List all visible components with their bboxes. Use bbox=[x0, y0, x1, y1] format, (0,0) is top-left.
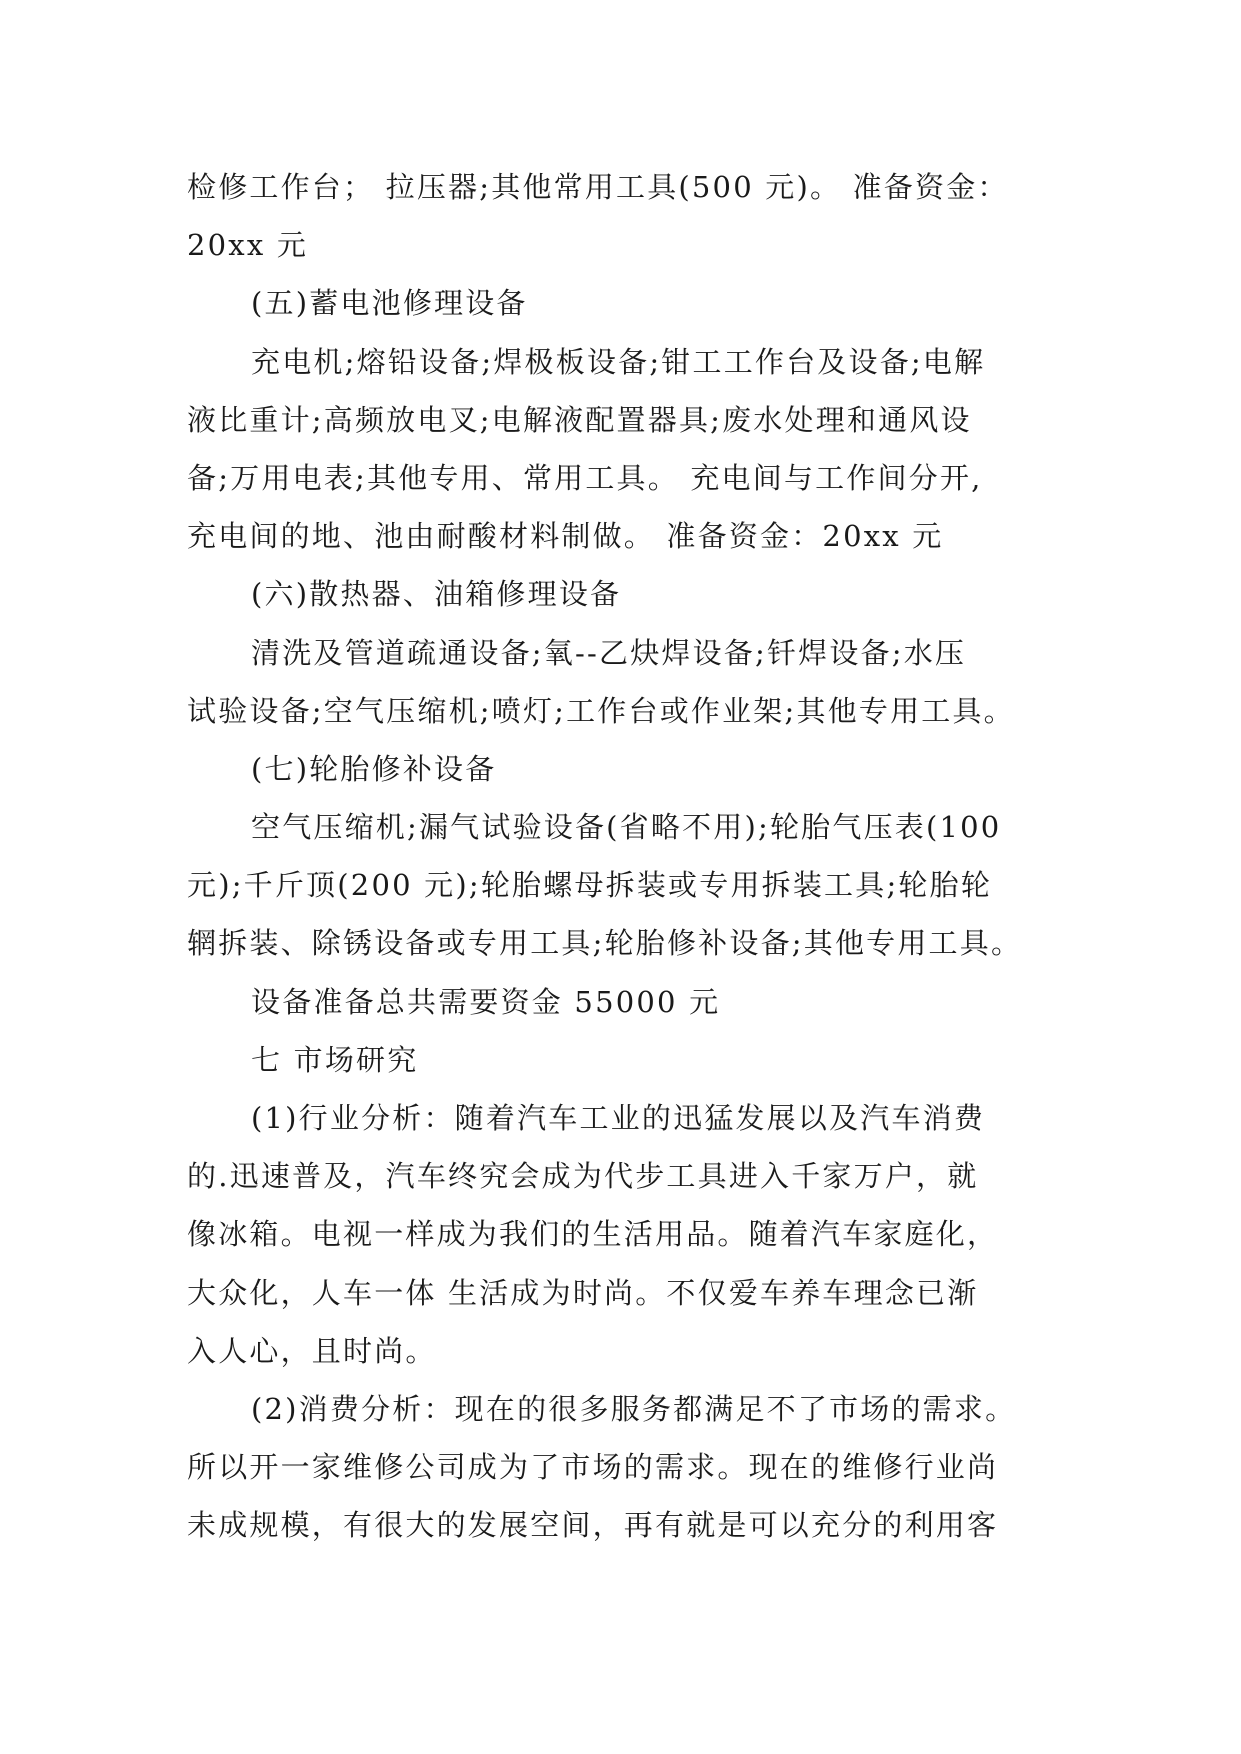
paragraph-line: 未成规模，有很大的发展空间，再有就是可以充分的利用客 bbox=[187, 1508, 999, 1543]
paragraph-line: 检修工作台； 拉压器;其他常用工具(500 元)。 准备资金： bbox=[187, 170, 1009, 204]
paragraph-line: 辋拆装、除锈设备或专用工具;轮胎修补设备;其他专用工具。 bbox=[187, 926, 1023, 961]
paragraph-line: (1)行业分析：随着汽车工业的迅猛发展以及汽车消费 bbox=[251, 1101, 986, 1135]
paragraph-line: 元);千斤顶(200 元);轮胎螺母拆装或专用拆装工具;轮胎轮 bbox=[187, 868, 993, 903]
paragraph-line: 入人心，且时尚。 bbox=[187, 1333, 437, 1368]
paragraph-line: 充电机;熔铅设备;焊极板设备;钳工工作台及设备;电解 bbox=[251, 344, 986, 379]
paragraph-line: 空气压缩机;漏气试验设备(省略不用);轮胎气压表(100 bbox=[251, 810, 1002, 845]
paragraph-line: 液比重计;高频放电叉;电解液配置器具;废水处理和通风设 bbox=[187, 402, 972, 437]
summary-line: 设备准备总共需要资金 55000 元 bbox=[251, 984, 721, 1019]
section-heading: (六)散热器、油箱修理设备 bbox=[251, 577, 622, 612]
paragraph-line: 清洗及管道疏通设备;氧--乙炔焊设备;钎焊设备;水压 bbox=[251, 635, 967, 670]
section-heading: (七)轮胎修补设备 bbox=[251, 751, 497, 786]
section-heading: (五)蓄电池修理设备 bbox=[251, 286, 528, 321]
paragraph-line: 所以开一家维修公司成为了市场的需求。现在的维修行业尚 bbox=[187, 1450, 999, 1485]
paragraph-line: 大众化，人车一体 生活成为时尚。不仅爱车养车理念已渐 bbox=[187, 1275, 979, 1310]
document-body bbox=[187, 158, 1049, 1555]
paragraph-line: 像冰箱。电视一样成为我们的生活用品。随着汽车家庭化， bbox=[187, 1217, 999, 1252]
paragraph-line: (2)消费分析：现在的很多服务都满足不了市场的需求。 bbox=[251, 1391, 1017, 1426]
paragraph-line: 20xx 元 bbox=[187, 228, 309, 263]
paragraph-line: 的.迅速普及，汽车终究会成为代步工具进入千家万户，就 bbox=[187, 1159, 979, 1194]
chapter-heading: 七 市场研究 bbox=[251, 1042, 419, 1077]
paragraph-line: 充电间的地、池由耐酸材料制做。 准备资金：20xx 元 bbox=[187, 519, 944, 554]
paragraph-line: 试验设备;空气压缩机;喷灯;工作台或作业架;其他专用工具。 bbox=[187, 693, 1015, 728]
paragraph-line: 备;万用电表;其他专用、常用工具。 充电间与工作间分开, bbox=[187, 460, 983, 495]
